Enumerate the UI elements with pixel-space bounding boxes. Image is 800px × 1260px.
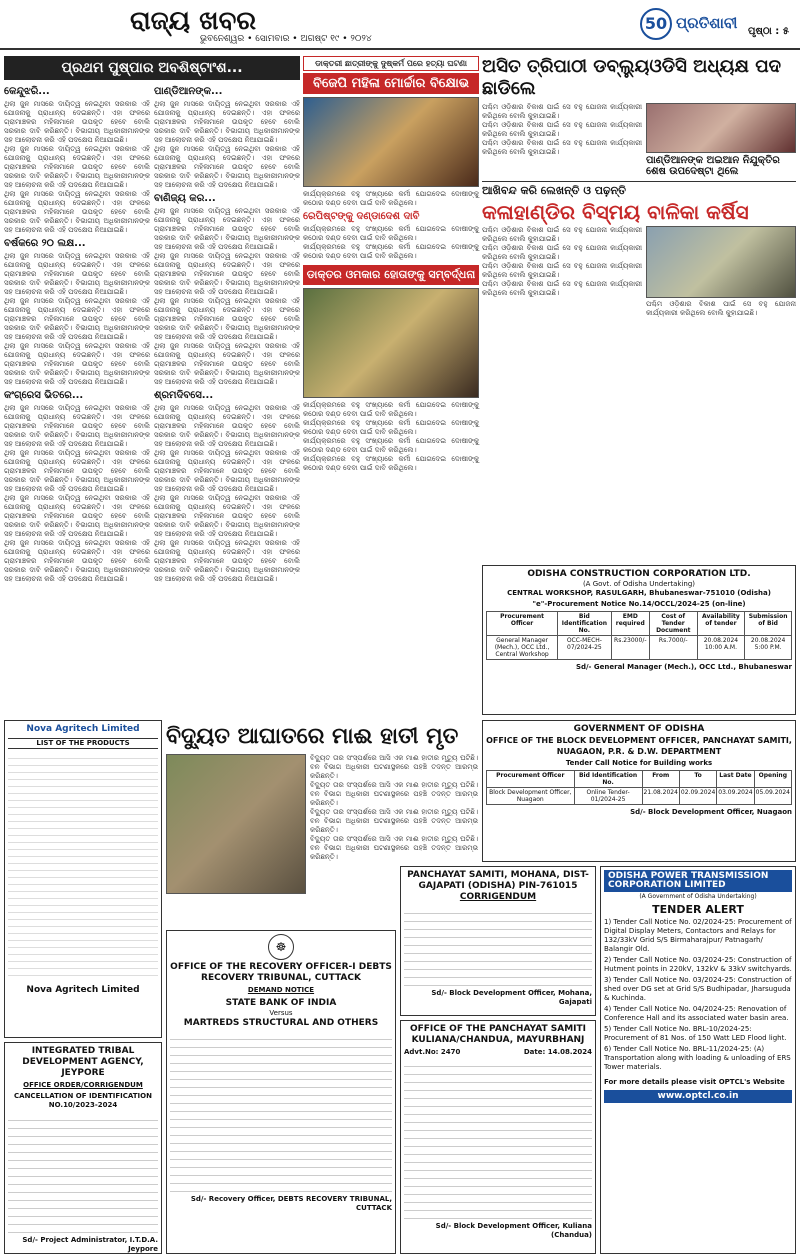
table-header: Submission of Bid	[745, 612, 792, 636]
ad-body	[170, 1032, 392, 1192]
continued-header: ପ୍ରଥମ ପୁଷ୍ପାର ଅବଶିଷ୍ଟାଂଶ...	[4, 56, 300, 80]
story-body: ପଶ୍ଚିମ ଓଡ଼ିଶାର ବିକାଶ ପାଇଁ ସେ ବହୁ ଯୋଜନା କାର୍ଯ୍ୟକାରୀ କରିଥିଲେ ବୋଲି କୁହାଯାଇଛି।	[646, 300, 796, 317]
tender-alert: TENDER ALERT	[652, 903, 744, 916]
advt-date: Date: 14.08.2024	[523, 1048, 592, 1056]
ad-title: OFFICE OF THE PANCHAYAT SAMITI KULIANA/CHANDUA, MAYURBHANJ	[409, 1024, 586, 1045]
table-header: EMD required	[611, 612, 649, 636]
story-body: ପଶ୍ଚିମ ଓଡ଼ିଶାର ବିକାଶ ପାଇଁ ସେ ବହୁ ଯୋଜନା କାର୍ଯ୍ୟକାରୀ କରିଥିଲେ ବୋଲି କୁହାଯାଇଛି।	[482, 121, 642, 138]
table-header: Procurement Officer	[487, 771, 575, 788]
ad-gov: GOVERNMENT OF ODISHA	[573, 724, 705, 734]
ad-title: OFFICE OF THE BLOCK DEVELOPMENT OFFICER, PANCHAYAT SAMITI, NUAGAON, P.R. & D.W. DEPARTMENT	[486, 736, 792, 756]
table-cell: Block Development Officer, Nuagaon	[487, 788, 575, 805]
story-body: ପଶ୍ଚିମ ଓଡ଼ିଶାର ବିକାଶ ପାଇଁ ସେ ବହୁ ଯୋଜନା କାର୍ଯ୍ୟକାରୀ କରିଥିଲେ ବୋଲି କୁହାଯାଇଛି।	[482, 262, 642, 279]
story-body: ବିଦ୍ୟୁତ ତାର ସଂସ୍ପର୍ଶରେ ଆସି ଏକ ମାଈ ହାତୀର ମୃତ୍ୟୁ ଘଟିଛି। ବନ ବିଭାଗ ଅଧିକାରୀ ଘଟଣାସ୍ଥଳରେ ପହଞ୍ଚି ତଦନ୍ତ ଆରମ୍ଭ କରିଛନ୍ତି।	[310, 781, 478, 807]
ad-title: ODISHA POWER TRANSMISSION CORPORATION LIMITED	[604, 870, 792, 892]
ad-subtitle: (A Government of Odisha Undertaking)	[639, 893, 757, 900]
ad-notice: "e"-Procurement Notice No.14/OCCL/2024-25 (on-line)	[532, 600, 746, 608]
story-body: କାର୍ଯ୍ୟକ୍ରମରେ ବହୁ ସଂଖ୍ୟାରେ କର୍ମୀ ଯୋଗଦେଇ ଦୋଷୀଙ୍କୁ କଠୋର ଦଣ୍ଡ ଦେବା ପାଇଁ ଦାବି କରିଥିଲେ।	[303, 437, 479, 454]
story-body: ପଶ୍ଚିମ ଓଡ଼ିଶାର ବିକାଶ ପାଇଁ ସେ ବହୁ ଯୋଜନା କାର୍ଯ୍ୟକାରୀ କରିଥିଲେ ବୋଲି କୁହାଯାଇଛି।	[482, 244, 642, 261]
ad-title: INTEGRATED TRIBAL DEVELOPMENT AGENCY, JEYPORE	[22, 1046, 144, 1078]
ad-itda	[4, 1042, 162, 1254]
headline: ବିଜେପି ମହିଳା ମୋର୍ଚ୍ଚାର ବିକ୍ଷୋଭ	[303, 73, 479, 94]
anniversary-logo-icon: 50	[640, 8, 672, 40]
ad-signature: Sd/- Project Administrator, I.T.D.A. Jeypore	[22, 1236, 158, 1253]
story-body: ଥିଲା ଜୁନ ମାସରେ ଦାୟିତ୍ୱ ନେଇଥିବା ସରକାର ଏହି ଯୋଜନାକୁ ପ୍ରାଧାନ୍ୟ ଦେଇଛନ୍ତି। ଏହା ଫଳରେ ଗ୍ରାମାଞ୍ଚଳର ମହିଳାମାନେ ଉପକୃତ ହେବେ ବୋଲି ସରକାର ଦାବି କରିଛନ୍ତି। ବିଭାଗୀୟ ଅଧିକାରୀମାନଙ୍କ ସହ ଆଲୋଚନା କରି ଏହି ପଦକ୍ଷେପ ନିଆଯାଇଛି।	[4, 539, 150, 583]
story-body: ଥିଲା ଜୁନ ମାସରେ ଦାୟିତ୍ୱ ନେଇଥିବା ସରକାର ଏହି ଯୋଜନାକୁ ପ୍ରାଧାନ୍ୟ ଦେଇଛନ୍ତି। ଏହା ଫଳରେ ଗ୍ରାମାଞ୍ଚଳର ମହିଳାମାନେ ଉପକୃତ ହେବେ ବୋଲି ସରକାର ଦାବି କରିଛନ୍ତି। ବିଭାଗୀୟ ଅଧିକାରୀମାନଙ୍କ ସହ ଆଲୋଚନା କରି ଏହି ପଦକ୍ଷେପ ନିଆଯାଇଛି।	[4, 494, 150, 538]
story-body: ପଶ୍ଚିମ ଓଡ଼ିଶାର ବିକାଶ ପାଇଁ ସେ ବହୁ ଯୋଜନା କାର୍ଯ୍ୟକାରୀ କରିଥିଲେ ବୋଲି କୁହାଯାଇଛି।	[482, 280, 642, 297]
story-body: ଥିଲା ଜୁନ ମାସରେ ଦାୟିତ୍ୱ ନେଇଥିବା ସରକାର ଏହି ଯୋଜନାକୁ ପ୍ରାଧାନ୍ୟ ଦେଇଛନ୍ତି। ଏହା ଫଳରେ ଗ୍ରାମାଞ୍ଚଳର ମହିଳାମାନେ ଉପକୃତ ହେବେ ବୋଲି ସରକାର ଦାବି କରିଛନ୍ତି। ବିଭାଗୀୟ ଅଧିକାରୀମାନଙ୍କ ସହ ଆଲୋଚନା କରି ଏହି ପଦକ୍ଷେପ ନିଆଯାଇଛି।	[4, 449, 150, 493]
page-number: ପୃଷ୍ଠା : ୫	[748, 26, 790, 37]
story-body: ଥିଲା ଜୁନ ମାସରେ ଦାୟିତ୍ୱ ନେଇଥିବା ସରକାର ଏହି ଯୋଜନାକୁ ପ୍ରାଧାନ୍ୟ ଦେଇଛନ୍ତି। ଏହା ଫଳରେ ଗ୍ରାମାଞ୍ଚଳର ମହିଳାମାନେ ଉପକୃତ ହେବେ ବୋଲି ସରକାର ଦାବି କରିଛନ୍ତି। ବିଭାଗୀୟ ଅଧିକାରୀମାନଙ୍କ ସହ ଆଲୋଚନା କରି ଏହି ପଦକ୍ଷେପ ନିଆଯାଇଛି।	[154, 539, 300, 583]
table-header: Bid Identification No.	[574, 771, 642, 788]
story-body: ପଶ୍ଚିମ ଓଡ଼ିଶାର ବିକାଶ ପାଇଁ ସେ ବହୁ ଯୋଜନା କାର୍ଯ୍ୟକାରୀ କରିଥିଲେ ବୋଲି କୁହାଯାଇଛି।	[482, 103, 642, 120]
headline: ଅସିତ ତ୍ରିପାଠୀ ଡବ୍ଲ୍ୟୁଓଡିସି ଅଧ୍ୟକ୍ଷ ପଦ ଛାଡିଲେ	[482, 56, 782, 99]
ad-demand: DEMAND NOTICE	[247, 986, 315, 994]
ad-title: OFFICE OF THE RECOVERY OFFICER-I DEBTS RECOVERY TRIBUNAL, CUTTACK	[170, 962, 392, 983]
table-cell: 20.08.2024 5:00 P.M.	[745, 636, 792, 660]
subheadline: ରେପିଷ୍ଟଙ୍କୁ ଦଣ୍ଡାଦେଶ ଦାବି	[303, 211, 420, 222]
table-cell: 21.08.2024	[642, 788, 679, 805]
bank-name: STATE BANK OF INDIA	[225, 998, 337, 1008]
story-subhead: ବାଣିଜ୍ୟ କର...	[154, 193, 216, 204]
story-body: କାର୍ଯ୍ୟକ୍ରମରେ ବହୁ ସଂଖ୍ୟାରେ କର୍ମୀ ଯୋଗଦେଇ ଦୋଷୀଙ୍କୁ କଠୋର ଦଣ୍ଡ ଦେବା ପାଇଁ ଦାବି କରିଥିଲେ।	[303, 455, 479, 472]
table-cell: 02.09.2024	[679, 788, 716, 805]
girl-photo	[646, 226, 796, 298]
elephant-photo	[166, 754, 306, 894]
story-subhead: ଶ୍ରମଦିବସେ...	[154, 390, 214, 401]
story-subhead: କେନ୍ଦୁଝରି...	[4, 86, 50, 97]
headline: ବିଦ୍ୟୁତ ଆଘାତରେ ମାଈ ହାତୀ ମୃତ	[166, 723, 459, 749]
story-body: ଥିଲା ଜୁନ ମାସରେ ଦାୟିତ୍ୱ ନେଇଥିବା ସରକାର ଏହି ଯୋଜନାକୁ ପ୍ରାଧାନ୍ୟ ଦେଇଛନ୍ତି। ଏହା ଫଳରେ ଗ୍ରାମାଞ୍ଚଳର ମହିଳାମାନେ ଉପକୃତ ହେବେ ବୋଲି ସରକାର ଦାବି କରିଛନ୍ତି। ବିଭାଗୀୟ ଅଧିକାରୀମାନଙ୍କ ସହ ଆଲୋଚନା କରି ଏହି ପଦକ୍ଷେପ ନିଆଯାଇଛି।	[4, 190, 150, 234]
ad-body	[8, 1113, 158, 1233]
tender-item: 3) Tender Call Notice No. 03/2024-25: Construction of shed over DG set at Grid S/S Budhipadar, Jharsuguda & Kuchinda.	[604, 976, 792, 1002]
ad-signature: Sd/- Block Development Officer, Mohana, Gajapati	[431, 989, 592, 1006]
brand	[640, 8, 750, 40]
table-cell: General Manager (Mech.), OCC Ltd., Central Workshop	[487, 636, 558, 660]
story-subhead: ପାଣ୍ଡିଆନଙ୍କ...	[154, 86, 223, 97]
ad-signature: Sd/- Block Development Officer, Nuagaon	[630, 808, 792, 816]
ad-drt	[166, 930, 396, 1254]
tender-table	[486, 770, 792, 805]
table-header: To	[679, 771, 716, 788]
story-body: ଥିଲା ଜୁନ ମାସରେ ଦାୟିତ୍ୱ ନେଇଥିବା ସରକାର ଏହି ଯୋଜନାକୁ ପ୍ରାଧାନ୍ୟ ଦେଇଛନ୍ତି। ଏହା ଫଳରେ ଗ୍ରାମାଞ୍ଚଳର ମହିଳାମାନେ ଉପକୃତ ହେବେ ବୋଲି ସରକାର ଦାବି କରିଛନ୍ତି। ବିଭାଗୀୟ ଅଧିକାରୀମାନଙ୍କ ସହ ଆଲୋଚନା କରି ଏହି ପଦକ୍ଷେପ ନିଆଯାଇଛି।	[154, 297, 300, 341]
ad-body	[404, 906, 592, 986]
masthead	[0, 0, 800, 50]
ad-signature: Sd/- General Manager (Mech.), OCC Ltd., Bhubaneswar	[575, 663, 792, 671]
ad-subtitle: CANCELLATION OF IDENTIFICATION NO.10/2023-2024	[14, 1092, 152, 1109]
story-body: ଥିଲା ଜୁନ ମାସରେ ଦାୟିତ୍ୱ ନେଇଥିବା ସରକାର ଏହି ଯୋଜନାକୁ ପ୍ରାଧାନ୍ୟ ଦେଇଛନ୍ତି। ଏହା ଫଳରେ ଗ୍ରାମାଞ୍ଚଳର ମହିଳାମାନେ ଉପକୃତ ହେବେ ବୋଲି ସରକାର ଦାବି କରିଛନ୍ତି। ବିଭାଗୀୟ ଅଧିକାରୀମାନଙ୍କ ସହ ଆଲୋଚନା କରି ଏହି ପଦକ୍ଷେପ ନିଆଯାଇଛି।	[4, 297, 150, 341]
table-header: Procurement Officer	[487, 612, 558, 636]
emblem-icon: ☸	[268, 934, 294, 960]
tender-item: 4) Tender Call Notice No. 04/2024-25: Renovation of Conference Hall and its associated water basin area.	[604, 1005, 789, 1022]
story-body: ଥିଲା ଜୁନ ମାସରେ ଦାୟିତ୍ୱ ନେଇଥିବା ସରକାର ଏହି ଯୋଜନାକୁ ପ୍ରାଧାନ୍ୟ ଦେଇଛନ୍ତି। ଏହା ଫଳରେ ଗ୍ରାମାଞ୍ଚଳର ମହିଳାମାନେ ଉପକୃତ ହେବେ ବୋଲି ସରକାର ଦାବି କରିଛନ୍ତି। ବିଭାଗୀୟ ଅଧିକାରୀମାନଙ୍କ ସହ ଆଲୋଚନା କରି ଏହି ପଦକ୍ଷେପ ନିଆଯାଇଛି।	[154, 145, 300, 189]
ad-subtitle: (A Govt. of Odisha Undertaking)	[582, 580, 696, 588]
website-link[interactable]: www.optcl.co.in	[604, 1090, 792, 1103]
issue-date: ଭୁବନେଶ୍ୱର • ସୋମବାର • ଅଗଷ୍ଟ ୧୯ • ୨୦୨୪	[200, 34, 372, 44]
portrait-photo	[646, 103, 796, 153]
pull-quote: ପାଣ୍ଡିଆନଙ୍କ ଅଇଆନ ନିଯୁକ୍ତିର ଶେଷ ଉପଦେଷ୍ଟା ଥିଲେ	[646, 155, 780, 177]
ad-kuliana	[400, 1020, 596, 1254]
ad-footer: For more details please visit OPTCL's Website	[604, 1078, 785, 1086]
table-header: Bid Identification No.	[558, 612, 612, 636]
story-body: ବିଦ୍ୟୁତ ତାର ସଂସ୍ପର୍ଶରେ ଆସି ଏକ ମାଈ ହାତୀର ମୃତ୍ୟୁ ଘଟିଛି। ବନ ବିଭାଗ ଅଧିକାରୀ ଘଟଣାସ୍ଥଳରେ ପହଞ୍ଚି ତଦନ୍ତ ଆରମ୍ଭ କରିଛନ୍ତି।	[310, 808, 478, 834]
column-right-stories	[482, 56, 796, 561]
story-body: ଥିଲା ଜୁନ ମାସରେ ଦାୟିତ୍ୱ ନେଇଥିବା ସରକାର ଏହି ଯୋଜନାକୁ ପ୍ରାଧାନ୍ୟ ଦେଇଛନ୍ତି। ଏହା ଫଳରେ ଗ୍ରାମାଞ୍ଚଳର ମହିଳାମାନେ ଉପକୃତ ହେବେ ବୋଲି ସରକାର ଦାବି କରିଛନ୍ତି। ବିଭାଗୀୟ ଅଧିକାରୀମାନଙ୍କ ସହ ଆଲୋଚନା କରି ଏହି ପଦକ୍ଷେପ ନିଆଯାଇଛି।	[154, 207, 300, 251]
story-body: କାର୍ଯ୍ୟକ୍ରମରେ ବହୁ ସଂଖ୍ୟାରେ କର୍ମୀ ଯୋଗଦେଇ ଦୋଷୀଙ୍କୁ କଠୋର ଦଣ୍ଡ ଦେବା ପାଇଁ ଦାବି କରିଥିଲେ।	[303, 225, 479, 242]
ad-signature: Sd/- Block Development Officer, Kuliana (Chandua)	[435, 1222, 592, 1239]
story-body: ଥିଲା ଜୁନ ମାସରେ ଦାୟିତ୍ୱ ନେଇଥିବା ସରକାର ଏହି ଯୋଜନାକୁ ପ୍ରାଧାନ୍ୟ ଦେଇଛନ୍ତି। ଏହା ଫଳରେ ଗ୍ରାମାଞ୍ଚଳର ମହିଳାମାନେ ଉପକୃତ ହେବେ ବୋଲି ସରକାର ଦାବି କରିଛନ୍ତି। ବିଭାଗୀୟ ଅଧିକାରୀମାନଙ୍କ ସହ ଆଲୋଚନା କରି ଏହି ପଦକ୍ଷେପ ନିଆଯାଇଛି।	[4, 252, 150, 296]
ad-footer: Nova Agritech Limited	[26, 985, 140, 995]
table-header: Last Date	[717, 771, 754, 788]
story-body: ଥିଲା ଜୁନ ମାସରେ ଦାୟିତ୍ୱ ନେଇଥିବା ସରକାର ଏହି ଯୋଜନାକୁ ପ୍ରାଧାନ୍ୟ ଦେଇଛନ୍ତି। ଏହା ଫଳରେ ଗ୍ରାମାଞ୍ଚଳର ମହିଳାମାନେ ଉପକୃତ ହେବେ ବୋଲି ସରକାର ଦାବି କରିଛନ୍ତି। ବିଭାଗୀୟ ଅଧିକାରୀମାନଙ୍କ ସହ ଆଲୋଚନା କରି ଏହି ପଦକ୍ଷେପ ନିଆଯାଇଛି।	[154, 252, 300, 296]
story-body: ଥିଲା ଜୁନ ମାସରେ ଦାୟିତ୍ୱ ନେଇଥିବା ସରକାର ଏହି ଯୋଜନାକୁ ପ୍ରାଧାନ୍ୟ ଦେଇଛନ୍ତି। ଏହା ଫଳରେ ଗ୍ରାମାଞ୍ଚଳର ମହିଳାମାନେ ଉପକୃତ ହେବେ ବୋଲି ସରକାର ଦାବି କରିଛନ୍ତି। ବିଭାଗୀୟ ଅଧିକାରୀମାନଙ୍କ ସହ ଆଲୋଚନା କରି ଏହି ପଦକ୍ଷେପ ନିଆଯାଇଛି।	[154, 100, 300, 144]
story-subhead: କଂଗ୍ରେସ ଭିତରେ...	[4, 390, 84, 401]
product-list	[8, 752, 158, 982]
subheadline: ଆଖିବନ୍ଦ କରି ଲେଖନ୍ତି ଓ ପଢ଼ନ୍ତି	[482, 181, 796, 198]
ad-title: ODISHA CONSTRUCTION CORPORATION LTD.	[527, 569, 751, 579]
story-body: ବିଦ୍ୟୁତ ତାର ସଂସ୍ପର୍ଶରେ ଆସି ଏକ ମାଈ ହାତୀର ମୃତ୍ୟୁ ଘଟିଛି। ବନ ବିଭାଗ ଅଧିକାରୀ ଘଟଣାସ୍ଥଳରେ ପହଞ୍ଚି ତଦନ୍ତ ଆରମ୍ଭ କରିଛନ୍ତି।	[310, 835, 478, 861]
table-cell: 03.09.2024	[717, 788, 754, 805]
table-cell: Rs.7000/-	[649, 636, 697, 660]
story-body: ଥିଲା ଜୁନ ମାସରେ ଦାୟିତ୍ୱ ନେଇଥିବା ସରକାର ଏହି ଯୋଜନାକୁ ପ୍ରାଧାନ୍ୟ ଦେଇଛନ୍ତି। ଏହା ଫଳରେ ଗ୍ରାମାଞ୍ଚଳର ମହିଳାମାନେ ଉପକୃତ ହେବେ ବୋଲି ସରକାର ଦାବି କରିଛନ୍ତି। ବିଭାଗୀୟ ଅଧିକାରୀମାନଙ୍କ ସହ ଆଲୋଚନା କରି ଏହି ପଦକ୍ଷେପ ନିଆଯାଇଛି।	[154, 449, 300, 493]
table-cell: OCC-MECH-07/2024-25	[558, 636, 612, 660]
ad-subtitle: LIST OF THE PRODUCTS	[8, 738, 158, 749]
ad-address: CENTRAL WORKSHOP, RASULGARH, Bhubaneswar-751010 (Odisha)	[507, 589, 771, 597]
headline: ଡାକ୍ତର ଓମକାର ହୋତାଙ୍କୁ ସମ୍ବର୍ଦ୍ଧନା	[303, 265, 479, 285]
versus-label: Versus	[269, 1009, 293, 1017]
story-body: ଥିଲା ଜୁନ ମାସରେ ଦାୟିତ୍ୱ ନେଇଥିବା ସରକାର ଏହି ଯୋଜନାକୁ ପ୍ରାଧାନ୍ୟ ଦେଇଛନ୍ତି। ଏହା ଫଳରେ ଗ୍ରାମାଞ୍ଚଳର ମହିଳାମାନେ ଉପକୃତ ହେବେ ବୋଲି ସରକାର ଦାବି କରିଛନ୍ତି। ବିଭାଗୀୟ ଅଧିକାରୀମାନଙ୍କ ସହ ଆଲୋଚନା କରି ଏହି ପଦକ୍ଷେପ ନିଆଯାଇଛି।	[4, 145, 150, 189]
tender-item: 1) Tender Call Notice No. 02/2024-25: Procurement of Digital Display Meters, Contactors and Relays for 132/33kV Grid S/S Birmaharajpur/ Patnagarh/ Balangir Old.	[604, 918, 792, 953]
story-body: ଥିଲା ଜୁନ ମାସରେ ଦାୟିତ୍ୱ ନେଇଥିବା ସରକାର ଏହି ଯୋଜନାକୁ ପ୍ରାଧାନ୍ୟ ଦେଇଛନ୍ତି। ଏହା ଫଳରେ ଗ୍ରାମାଞ୍ଚଳର ମହିଳାମାନେ ଉପକୃତ ହେବେ ବୋଲି ସରକାର ଦାବି କରିଛନ୍ତି। ବିଭାଗୀୟ ଅଧିକାରୀମାନଙ୍କ ସହ ଆଲୋଚନା କରି ଏହି ପଦକ୍ଷେପ ନିଆଯାଇଛି।	[154, 494, 300, 538]
story-body: ଥିଲା ଜୁନ ମାସରେ ଦାୟିତ୍ୱ ନେଇଥିବା ସରକାର ଏହି ଯୋଜନାକୁ ପ୍ରାଧାନ୍ୟ ଦେଇଛନ୍ତି। ଏହା ଫଳରେ ଗ୍ରାମାଞ୍ଚଳର ମହିଳାମାନେ ଉପକୃତ ହେବେ ବୋଲି ସରକାର ଦାବି କରିଛନ୍ତି। ବିଭାଗୀୟ ଅଧିକାରୀମାନଙ୍କ ସହ ଆଲୋଚନା କରି ଏହି ପଦକ୍ଷେପ ନିଆଯାଇଛି।	[154, 342, 300, 386]
column-bjp-protest	[303, 56, 479, 716]
ad-order: OFFICE ORDER/CORRIGENDUM	[23, 1081, 143, 1089]
section-title: ରାଜ୍ୟ ଖବର	[130, 6, 257, 36]
ad-mohana	[400, 866, 596, 1016]
table-cell: Online Tender-01/2024-25	[574, 788, 642, 805]
advt-number: Advt.No: 2470	[404, 1048, 461, 1056]
ad-optcl	[600, 866, 796, 1254]
story-body: ଥିଲା ଜୁନ ମାସରେ ଦାୟିତ୍ୱ ନେଇଥିବା ସରକାର ଏହି ଯୋଜନାକୁ ପ୍ରାଧାନ୍ୟ ଦେଇଛନ୍ତି। ଏହା ଫଳରେ ଗ୍ରାମାଞ୍ଚଳର ମହିଳାମାନେ ଉପକୃତ ହେବେ ବୋଲି ସରକାର ଦାବି କରିଛନ୍ତି। ବିଭାଗୀୟ ଅଧିକାରୀମାନଙ୍କ ସହ ଆଲୋଚନା କରି ଏହି ପଦକ୍ଷେପ ନିଆଯାଇଛି।	[4, 100, 150, 144]
story-body: କାର୍ଯ୍ୟକ୍ରମରେ ବହୁ ସଂଖ୍ୟାରେ କର୍ମୀ ଯୋଗଦେଇ ଦୋଷୀଙ୍କୁ କଠୋର ଦଣ୍ଡ ଦେବା ପାଇଁ ଦାବି କରିଥିଲେ।	[303, 243, 479, 260]
brand-name: ପ୍ରତିଶାବୀ	[676, 14, 738, 32]
ad-notice: Tender Call Notice for Building works	[565, 759, 713, 767]
tender-item: 2) Tender Call Notice No. 03/2024-25: Construction of Hutment points in 220kV, 132kV & 33kV switchyards.	[604, 956, 792, 973]
table-header: Cost of Tender Document	[649, 612, 697, 636]
table-header: Availability of tender	[697, 612, 745, 636]
party-name: MARTREDS STRUCTURAL AND OTHERS	[183, 1018, 379, 1028]
story-body: ଥିଲା ଜୁନ ମାସରେ ଦାୟିତ୍ୱ ନେଇଥିବା ସରକାର ଏହି ଯୋଜନାକୁ ପ୍ରାଧାନ୍ୟ ଦେଇଛନ୍ତି। ଏହା ଫଳରେ ଗ୍ରାମାଞ୍ଚଳର ମହିଳାମାନେ ଉପକୃତ ହେବେ ବୋଲି ସରକାର ଦାବି କରିଛନ୍ତି। ବିଭାଗୀୟ ଅଧିକାରୀମାନଙ୍କ ସହ ଆଲୋଚନା କରି ଏହି ପଦକ୍ଷେପ ନିଆଯାଇଛି।	[4, 404, 150, 448]
story-body: ଥିଲା ଜୁନ ମାସରେ ଦାୟିତ୍ୱ ନେଇଥିବା ସରକାର ଏହି ଯୋଜନାକୁ ପ୍ରାଧାନ୍ୟ ଦେଇଛନ୍ତି। ଏହା ଫଳରେ ଗ୍ରାମାଞ୍ଚଳର ମହିଳାମାନେ ଉପକୃତ ହେବେ ବୋଲି ସରକାର ଦାବି କରିଛନ୍ତି। ବିଭାଗୀୟ ଅଧିକାରୀମାନଙ୍କ ସହ ଆଲୋଚନା କରି ଏହି ପଦକ୍ଷେପ ନିଆଯାଇଛି।	[4, 342, 150, 386]
table-cell: 20.08.2024 10:00 A.M.	[697, 636, 745, 660]
ad-title: PANCHAYAT SAMITI, MOHANA, DIST-GAJAPATI (ODISHA) PIN-761015	[407, 870, 589, 891]
table-header: From	[642, 771, 679, 788]
ad-occl	[482, 565, 796, 715]
tender-item: 6) Tender Call Notice No. BRL-11/2024-25: (A) Transportation along with loading & unloading of ERS Tower materials.	[604, 1045, 791, 1071]
ad-nova-agritech	[4, 720, 162, 1038]
ad-signature: Sd/- Recovery Officer, DEBTS RECOVERY TRIBUNAL, CUTTACK	[190, 1195, 392, 1212]
ad-title: Nova Agritech Limited	[26, 724, 140, 734]
protest-photo	[303, 97, 479, 187]
column-continued	[4, 56, 300, 716]
tender-item: 5) Tender Call Notice No. BRL-10/2024-25: Procurement of 81 Nos. of 150 Watt LED Flood light.	[604, 1025, 787, 1042]
story-body: କାର୍ଯ୍ୟକ୍ରମରେ ବହୁ ସଂଖ୍ୟାରେ କର୍ମୀ ଯୋଗଦେଇ ଦୋଷୀଙ୍କୁ କଠୋର ଦଣ୍ଡ ଦେବା ପାଇଁ ଦାବି କରିଥିଲେ।	[303, 190, 479, 207]
headline: କଳାହାଣ୍ଡିର ବିସ୍ମୟ ବାଳିକା କର୍ଷିସ	[482, 200, 749, 224]
table-cell: 05.09.2024	[754, 788, 791, 805]
story-body: ପଶ୍ଚିମ ଓଡ଼ିଶାର ବିକାଶ ପାଇଁ ସେ ବହୁ ଯୋଜନା କାର୍ଯ୍ୟକାରୀ କରିଥିଲେ ବୋଲି କୁହାଯାଇଛି।	[482, 226, 642, 243]
ad-subtitle: CORRIGENDUM	[459, 892, 537, 902]
table-cell: Rs.23000/-	[611, 636, 649, 660]
ad-body	[404, 1059, 592, 1219]
tender-table	[486, 611, 792, 660]
story-body: କାର୍ଯ୍ୟକ୍ରମରେ ବହୁ ସଂଖ୍ୟାରେ କର୍ମୀ ଯୋଗଦେଇ ଦୋଷୀଙ୍କୁ କଠୋର ଦଣ୍ଡ ଦେବା ପାଇଁ ଦାବି କରିଥିଲେ।	[303, 401, 479, 418]
table-header: Opening	[754, 771, 791, 788]
story-subhead: ବର୍ଷକରେ ୨୦ ଲକ୍ଷ...	[4, 238, 86, 249]
story-body: ପଶ୍ଚିମ ଓଡ଼ିଶାର ବିକାଶ ପାଇଁ ସେ ବହୁ ଯୋଜନା କାର୍ଯ୍ୟକାରୀ କରିଥିଲେ ବୋଲି କୁହାଯାଇଛି।	[482, 139, 642, 156]
ad-nuagaon	[482, 720, 796, 862]
story-body: କାର୍ଯ୍ୟକ୍ରମରେ ବହୁ ସଂଖ୍ୟାରେ କର୍ମୀ ଯୋଗଦେଇ ଦୋଷୀଙ୍କୁ କଠୋର ଦଣ୍ଡ ଦେବା ପାଇଁ ଦାବି କରିଥିଲେ।	[303, 419, 479, 436]
story-body: ବିଦ୍ୟୁତ ତାର ସଂସ୍ପର୍ଶରେ ଆସି ଏକ ମାଈ ହାତୀର ମୃତ୍ୟୁ ଘଟିଛି। ବନ ବିଭାଗ ଅଧିକାରୀ ଘଟଣାସ୍ଥଳରେ ପହଞ୍ଚି ତଦନ୍ତ ଆରମ୍ଭ କରିଛନ୍ତି।	[310, 754, 478, 780]
story-body: ଥିଲା ଜୁନ ମାସରେ ଦାୟିତ୍ୱ ନେଇଥିବା ସରକାର ଏହି ଯୋଜନାକୁ ପ୍ରାଧାନ୍ୟ ଦେଇଛନ୍ତି। ଏହା ଫଳରେ ଗ୍ରାମାଞ୍ଚଳର ମହିଳାମାନେ ଉପକୃତ ହେବେ ବୋଲି ସରକାର ଦାବି କରିଛନ୍ତି। ବିଭାଗୀୟ ଅଧିକାରୀମାନଙ୍କ ସହ ଆଲୋଚନା କରି ଏହି ପଦକ୍ଷେପ ନିଆଯାଇଛି।	[154, 404, 300, 448]
felicitation-photo	[303, 288, 479, 398]
story-tag: ଡାକ୍ତରୀ ଛାତ୍ରୀଙ୍କୁ ଦୁଷ୍କର୍ମ ପରେ ହତ୍ୟା ଘଟଣା	[303, 56, 479, 71]
